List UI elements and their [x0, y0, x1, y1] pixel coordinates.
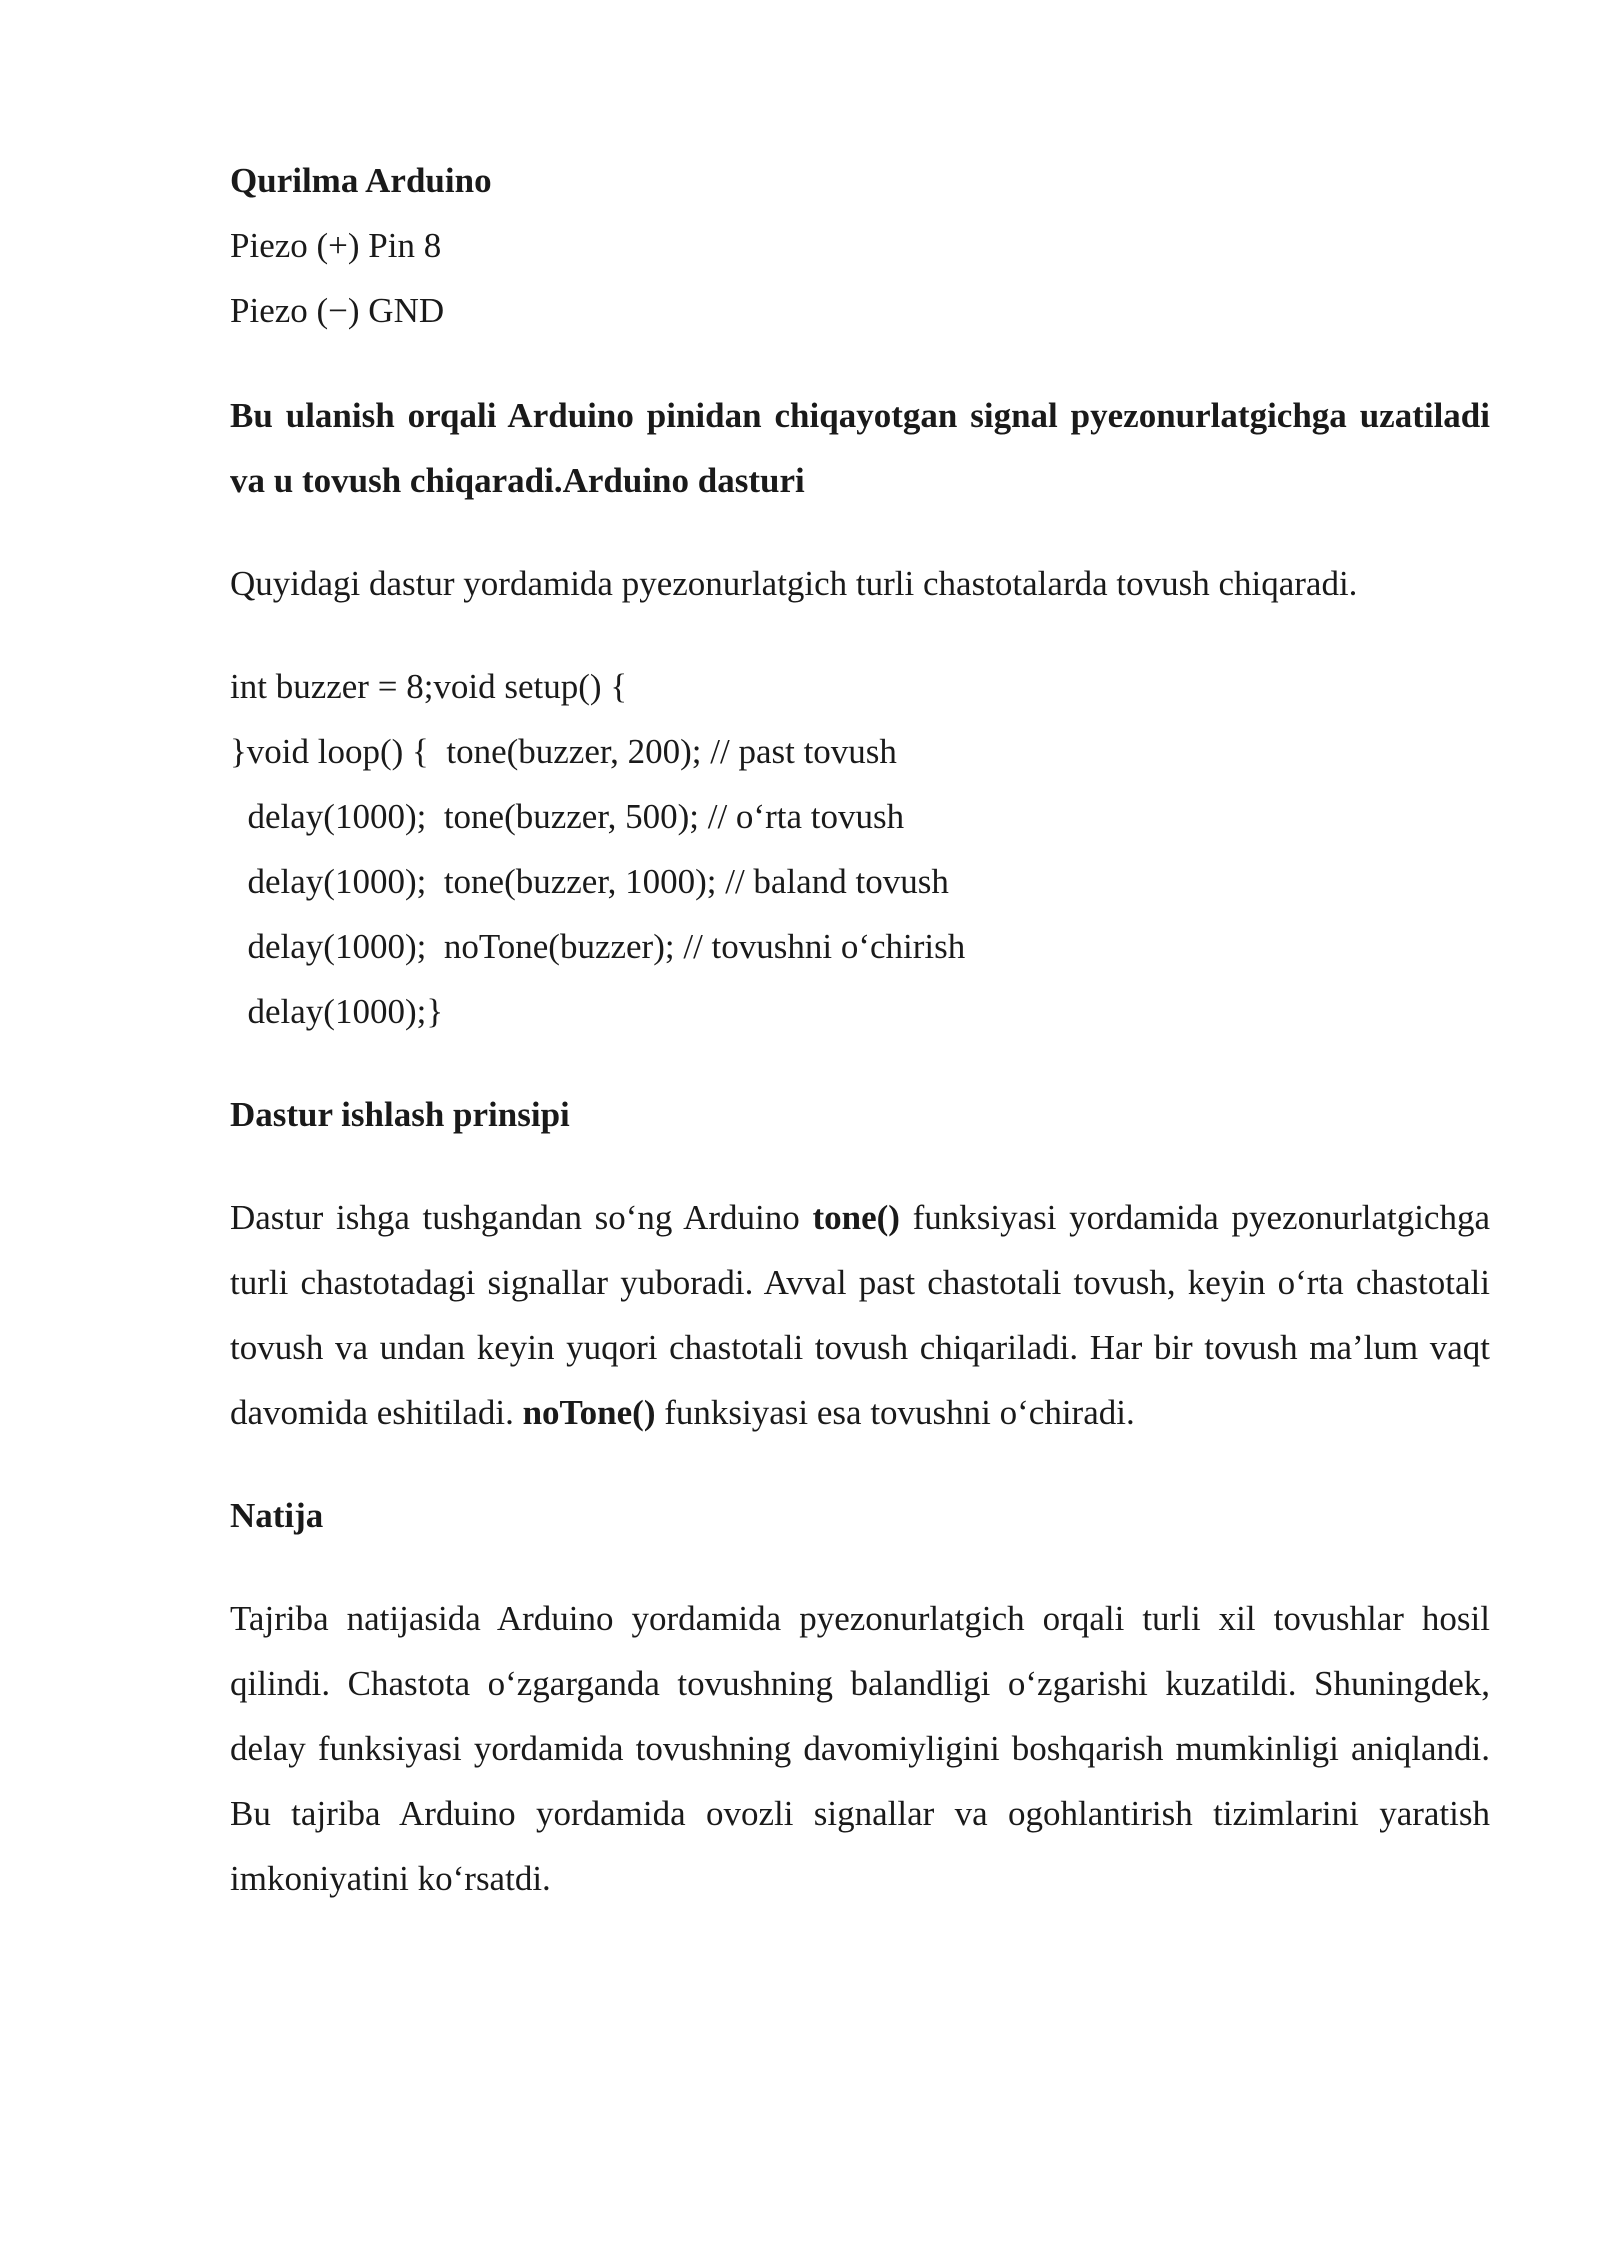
principle-text: Dastur ishga tushgandan so‘ng Arduino	[230, 1198, 813, 1237]
code-block	[230, 654, 1490, 1044]
principle-heading: Dastur ishlash prinsipi	[230, 1095, 570, 1134]
code-line: delay(1000); tone(buzzer, 1000); // baland tovush	[230, 862, 949, 901]
connection-table-header: Qurilma Arduino	[230, 161, 492, 200]
code-line: delay(1000); noTone(buzzer); // tovushni o‘chirish	[230, 927, 966, 966]
tone-function-name: tone()	[812, 1198, 900, 1237]
program-description: Quyidagi dastur yordamida pyezonurlatgich turli chastotalarda tovush chiqaradi.	[230, 564, 1358, 603]
principle-paragraph	[230, 1185, 1490, 1445]
code-line: }void loop() { tone(buzzer, 200); // past tovush	[230, 732, 897, 771]
notone-function-name: noTone()	[522, 1393, 656, 1432]
document-page	[230, 148, 1490, 1911]
result-heading: Natija	[230, 1496, 324, 1535]
code-line: delay(1000); tone(buzzer, 500); // o‘rta tovush	[230, 797, 905, 836]
connection-table	[230, 148, 1490, 343]
principle-text: funksiyasi esa tovushni o‘chiradi.	[655, 1393, 1135, 1432]
code-line: delay(1000);}	[230, 992, 444, 1031]
connection-row-negative: Piezo (−) GND	[230, 291, 445, 330]
connection-row-positive: Piezo (+) Pin 8	[230, 226, 442, 265]
intro-paragraph: Bu ulanish orqali Arduino pinidan chiqayotgan signal pyezonurlatgichga uzatiladi va u tovush chiqaradi.Arduino dasturi	[230, 396, 1490, 500]
code-line: int buzzer = 8;void setup() {	[230, 667, 628, 706]
result-paragraph: Tajriba natijasida Arduino yordamida pyezonurlatgich orqali turli xil tovushlar hosil qilindi. Chastota o‘zgarganda tovushning balandligi o‘zgarishi kuzatildi. Shuningdek, delay funksiyasi yordamida tovushning davomiyligini boshqarish mumkinligi aniqlandi. Bu tajriba Arduino yordamida ovozli signallar va ogohlantirish tizimlarini yaratish imkoniyatini ko‘rsatdi.	[230, 1599, 1490, 1898]
principle-text: funksiyasi yordamida pyezonurlatgichga turli chastotadagi signallar yuboradi. Avval past chastotali tovush, keyin o‘rta chastotali tovush va undan keyin yuqori chastotali tovush chiqariladi. Har bir tovush ma’lum vaqt davomida eshitiladi.	[230, 1198, 1491, 1432]
